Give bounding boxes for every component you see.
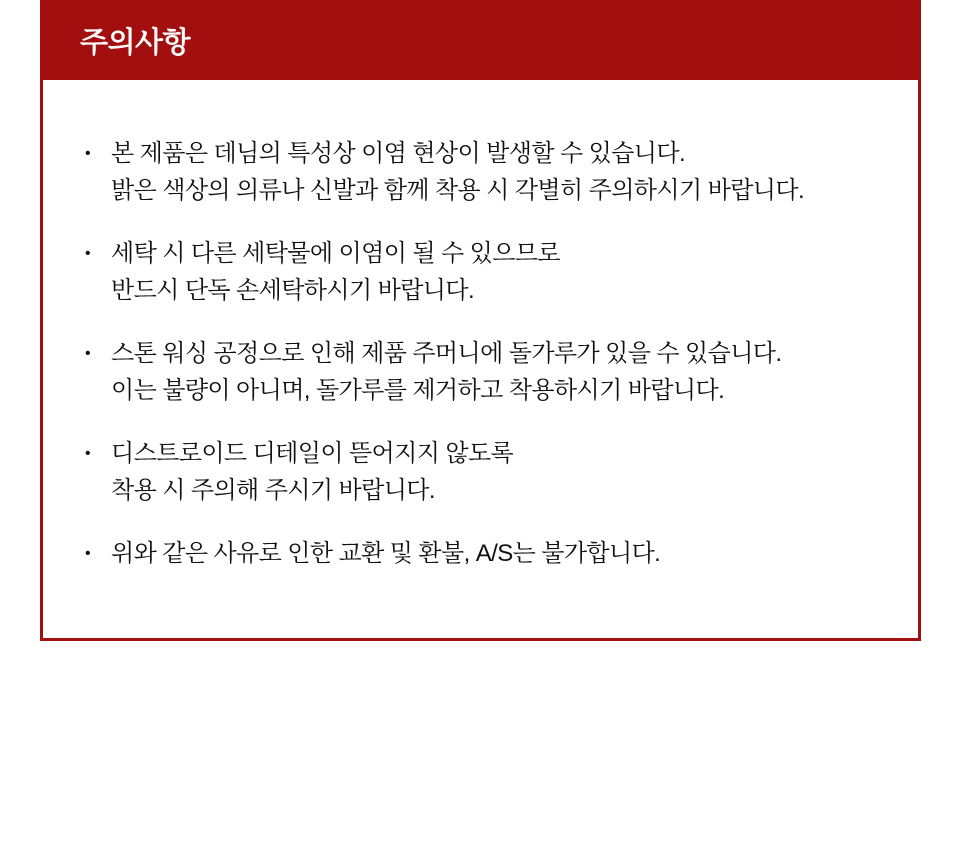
bullet-icon: • (85, 545, 91, 562)
notice-item-text (111, 435, 888, 509)
notice-line: 디스트로이드 디테일이 뜯어지지 않도록 (111, 440, 514, 467)
notice-line: 밝은 색상의 의류나 신발과 함께 착용 시 각별히 주의하시기 바랍니다. (111, 177, 805, 204)
notice-item-text (111, 235, 888, 309)
notice-line: 본 제품은 데님의 특성상 이염 현상이 발생할 수 있습니다. (111, 140, 686, 167)
notice-line: 이는 불량이 아니며, 돌가루를 제거하고 착용하시기 바랍니다. (111, 377, 725, 404)
notice-line: 스톤 워싱 공정으로 인해 제품 주머니에 돌가루가 있을 수 있습니다. (111, 340, 782, 367)
notice-item-text (111, 535, 888, 572)
notice-title: 주의사항 (80, 26, 191, 59)
notice-item-text (111, 335, 888, 409)
notice-item-text (111, 135, 888, 209)
notice-item (81, 335, 888, 409)
notice-section (40, 0, 921, 641)
bullet-icon: • (85, 245, 91, 262)
bullet-icon: • (85, 445, 91, 462)
notice-line: 세탁 시 다른 세탁물에 이염이 될 수 있으므로 (111, 240, 560, 267)
notice-header (40, 0, 921, 80)
notice-line: 위와 같은 사유로 인한 교환 및 환불, A/S는 불가합니다. (111, 540, 661, 567)
notice-item (81, 435, 888, 509)
notice-item (81, 135, 888, 209)
bullet-icon: • (85, 145, 91, 162)
notice-item (81, 235, 888, 309)
notice-line: 착용 시 주의해 주시기 바랍니다. (111, 477, 435, 504)
notice-box (40, 80, 921, 641)
notice-item (81, 535, 888, 572)
bullet-icon: • (85, 345, 91, 362)
notice-line: 반드시 단독 손세탁하시기 바랍니다. (111, 277, 475, 304)
